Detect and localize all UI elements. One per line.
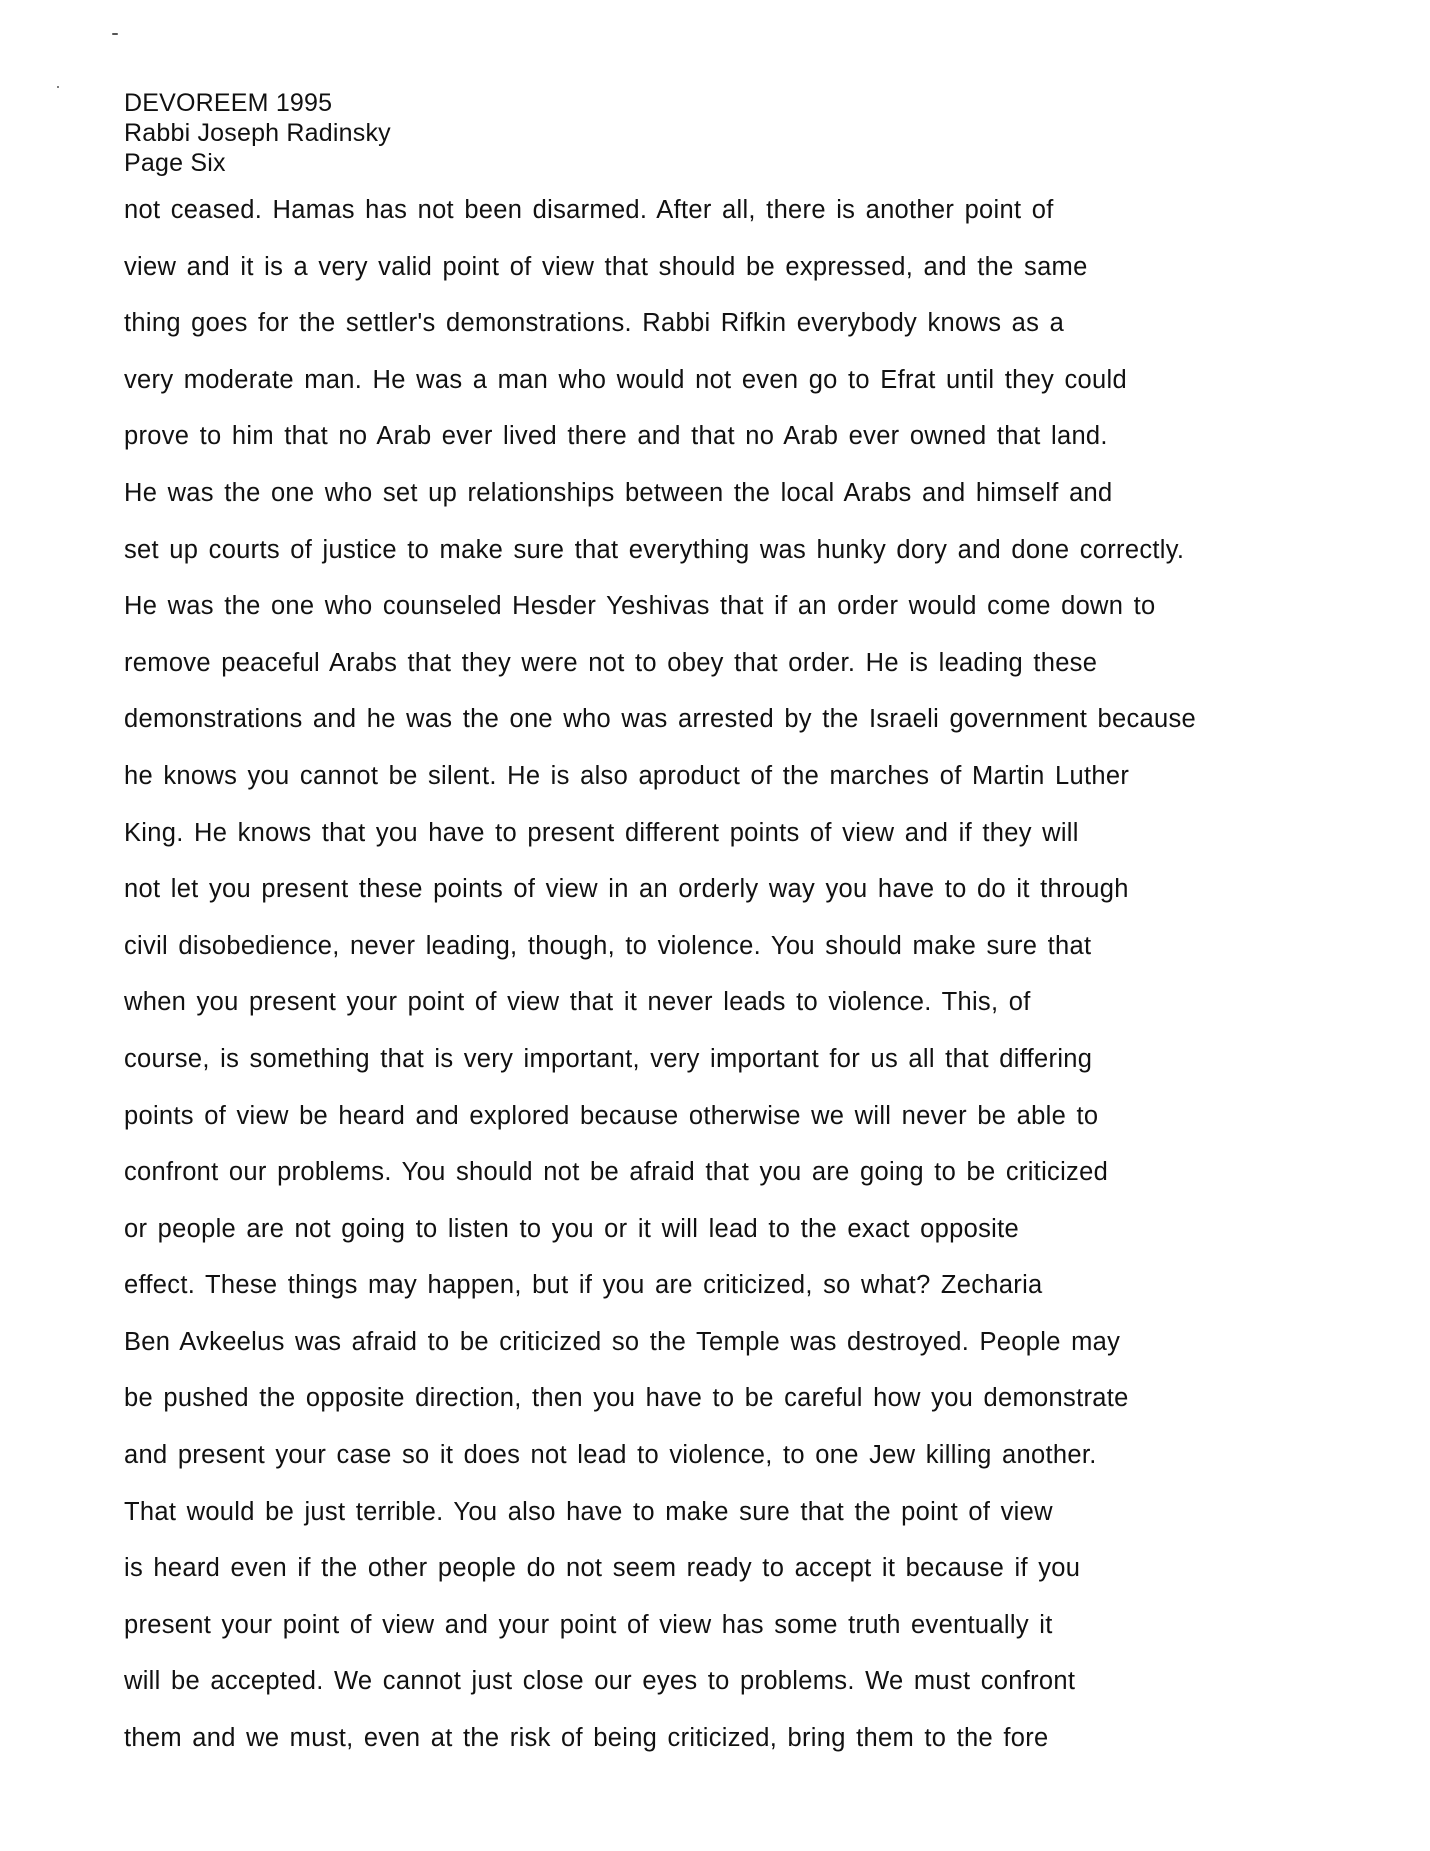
text-line: That would be just terrible. You also have to make sure that the point of view (124, 1497, 1053, 1526)
scan-speck (57, 86, 59, 88)
text-line: course, is something that is very important, very important for us all that differing (124, 1044, 1093, 1073)
text-line: will be accepted. We cannot just close our eyes to problems. We must confront (124, 1667, 1076, 1696)
text-line: when you present your point of view that it never leads to violence. This, of (124, 988, 1031, 1017)
text-line: them and we must, even at the risk of being criticized, bring them to the fore (124, 1724, 1049, 1753)
text-line: King. He knows that you have to present different points of view and if they will (124, 818, 1079, 847)
text-line: He was the one who counseled Hesder Yeshivas that if an order would come down to (124, 592, 1156, 621)
text-line: He was the one who set up relationships between the local Arabs and himself and (124, 478, 1113, 507)
text-line: civil disobedience, never leading, though, to violence. You should make sure that (124, 931, 1092, 960)
text-line: confront our problems. You should not be afraid that you are going to be criticized (124, 1158, 1109, 1187)
scan-speck (112, 33, 118, 35)
text-line: effect. These things may happen, but if you are criticized, so what? Zecharia (124, 1271, 1043, 1300)
text-line: present your point of view and your point of view has some truth eventually it (124, 1610, 1053, 1639)
text-line: or people are not going to listen to you or it will lead to the exact opposite (124, 1214, 1019, 1243)
text-line: points of view be heard and explored because otherwise we will never be able to (124, 1101, 1099, 1130)
text-line: prove to him that no Arab ever lived there and that no Arab ever owned that land. (124, 422, 1108, 451)
text-line: thing goes for the settler's demonstrations. Rabbi Rifkin everybody knows as a (124, 309, 1065, 338)
header-page-number: Page Six (124, 149, 226, 177)
text-line: remove peaceful Arabs that they were not to obey that order. He is leading these (124, 648, 1098, 677)
text-line: not ceased. Hamas has not been disarmed. After all, there is another point of (124, 196, 1054, 224)
body-text (124, 195, 1324, 1780)
text-line: Ben Avkeelus was afraid to be criticized so the Temple was destroyed. People may (124, 1327, 1121, 1356)
text-line: view and it is a very valid point of view that should be expressed, and the same (124, 252, 1088, 281)
text-line: very moderate man. He was a man who would not even go to Efrat until they could (124, 365, 1127, 394)
document-header (124, 88, 391, 178)
header-author: Rabbi Joseph Radinsky (124, 119, 391, 147)
text-line: set up courts of justice to make sure that everything was hunky dory and done correctly. (124, 535, 1185, 564)
text-line: not let you present these points of view in an orderly way you have to do it through (124, 875, 1129, 904)
text-line: be pushed the opposite direction, then you have to be careful how you demonstrate (124, 1384, 1129, 1413)
text-line: demonstrations and he was the one who was arrested by the Israeli government because (124, 705, 1197, 734)
text-line: he knows you cannot be silent. He is also aproduct of the marches of Martin Luther (124, 761, 1130, 790)
text-line: is heard even if the other people do not seem ready to accept it because if you (124, 1554, 1081, 1583)
text-line: and present your case so it does not lead to violence, to one Jew killing another. (124, 1441, 1097, 1470)
header-title: DEVOREEM 1995 (124, 89, 333, 117)
